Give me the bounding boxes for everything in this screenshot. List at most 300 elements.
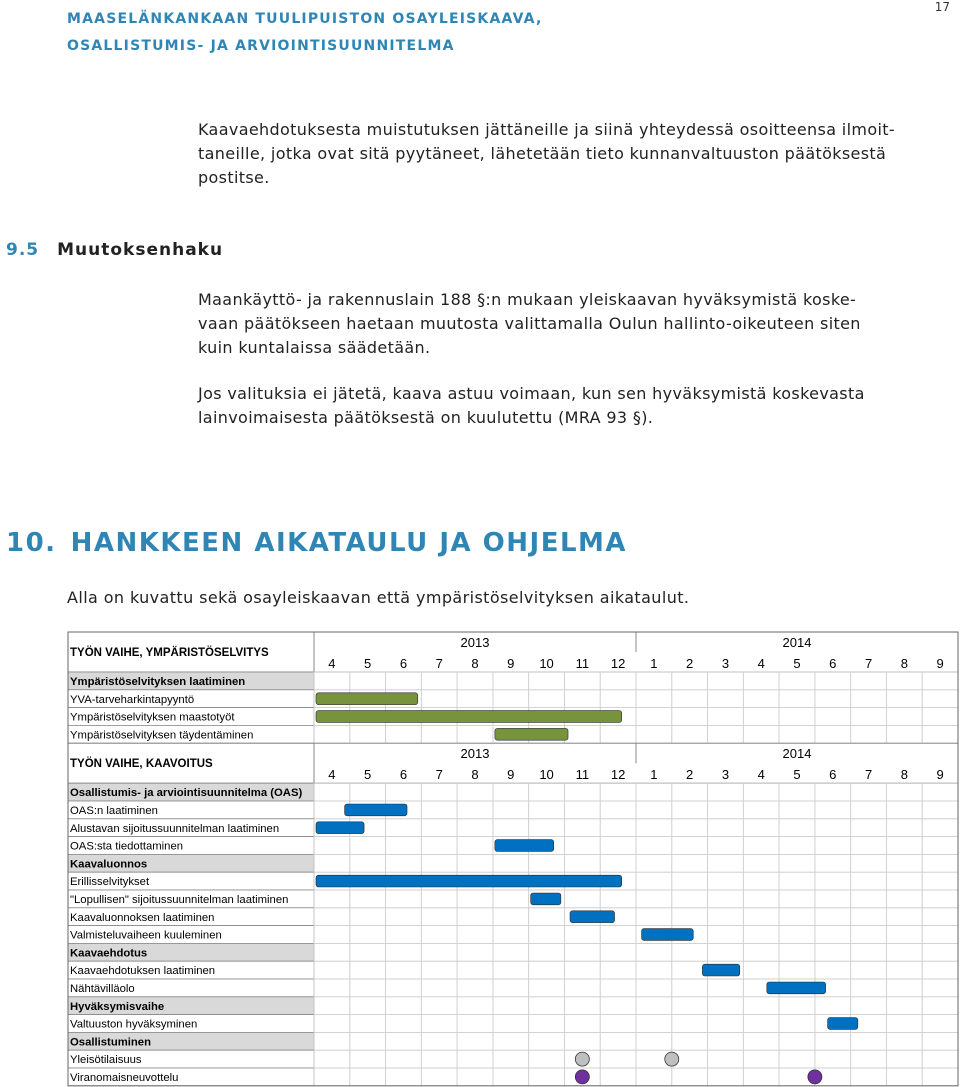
grid-cell (743, 1032, 779, 1050)
grid-cell (386, 837, 422, 855)
grid-cell (886, 1032, 922, 1050)
grid-cell (421, 943, 457, 961)
grid-cell (564, 1015, 600, 1033)
grid-cell (457, 725, 493, 743)
grid-cell (815, 997, 851, 1015)
schedule-bar (345, 804, 407, 816)
row-label: Yleisötilaisuus (70, 1054, 142, 1067)
grid-cell (600, 801, 636, 819)
grid-cell (779, 690, 815, 708)
row-label: YVA-tarveharkintapyyntö (70, 693, 195, 706)
grid-cell (851, 979, 887, 997)
schedule-bar (316, 875, 622, 887)
grid-cell (743, 943, 779, 961)
grid-cell (529, 979, 565, 997)
schedule-intro: Alla on kuvattu sekä osayleiskaavan että ympäristöselvityksen aikataulut. (67, 588, 690, 607)
grid-cell (922, 708, 958, 726)
row-label: "Lopullisen" sijoitussuunnitelman laatiminen (70, 894, 289, 906)
grid-cell (457, 908, 493, 926)
grid-cell (600, 783, 636, 801)
grid-cell (815, 725, 851, 743)
text-line: Jos valituksia ei jätetä, kaava astuu voimaan, kun sen hyväksymistä koskevasta (198, 384, 865, 403)
grid-cell (600, 672, 636, 690)
grid-cell (815, 708, 851, 726)
grid-cell (457, 943, 493, 961)
grid-cell (386, 1015, 422, 1033)
grid-cell (851, 725, 887, 743)
grid-cell (851, 1050, 887, 1068)
grid-cell (922, 872, 958, 890)
grid-cell (886, 926, 922, 944)
month-label: 6 (399, 656, 408, 671)
grid-cell (636, 872, 672, 890)
row-header-label: Hyväksymisvaihe (70, 1000, 165, 1013)
grid-cell (636, 783, 672, 801)
month-label: 4 (328, 767, 336, 783)
grid-cell (314, 943, 350, 961)
grid-cell (600, 979, 636, 997)
grid-cell (493, 801, 529, 819)
grid-cell (564, 997, 600, 1015)
month-label: 8 (900, 767, 908, 783)
grid-cell (779, 854, 815, 872)
grid-cell (851, 801, 887, 819)
grid-cell (493, 854, 529, 872)
grid-cell (886, 1050, 922, 1068)
row-label: Valtuuston hyväksyminen (70, 1018, 198, 1031)
grid-cell (779, 725, 815, 743)
grid-cell (493, 961, 529, 979)
grid-cell (386, 1050, 422, 1068)
grid-cell (708, 872, 744, 890)
month-label: 9 (936, 767, 944, 783)
schedule-bar (828, 1018, 858, 1030)
section-header-label: TYÖN VAIHE, KAAVOITUS (70, 758, 213, 771)
grid-cell (314, 997, 350, 1015)
year-label: 2014 (782, 746, 812, 762)
page-number: 17 (934, 0, 950, 14)
month-label: 2 (686, 767, 694, 783)
grid-cell (600, 854, 636, 872)
grid-cell (564, 854, 600, 872)
grid-cell (421, 1032, 457, 1050)
grid-cell (529, 690, 565, 708)
grid-cell (779, 672, 815, 690)
grid-cell (922, 725, 958, 743)
grid-cell (564, 725, 600, 743)
grid-cell (672, 725, 708, 743)
grid-cell (922, 672, 958, 690)
schedule-bar (316, 822, 364, 834)
text-line: kuin kuntalaissa säädetään. (198, 338, 431, 357)
milestone-marker (575, 1052, 589, 1066)
month-label: 3 (721, 767, 730, 783)
grid-cell (743, 908, 779, 926)
schedule-bar (495, 840, 554, 852)
grid-cell (922, 979, 958, 997)
month-label: 9 (936, 656, 944, 671)
grid-cell (421, 690, 457, 708)
grid-cell (421, 837, 457, 855)
grid-cell (529, 1015, 565, 1033)
grid-cell (314, 1015, 350, 1033)
grid-cell (922, 908, 958, 926)
row-label: Alustavan sijoitussuunnitelman laatiminen (70, 822, 280, 835)
grid-cell (672, 672, 708, 690)
row-header-label: Osallistumis- ja arviointisuunnitelma (OAS) (70, 787, 303, 800)
grid-cell (708, 819, 744, 837)
grid-cell (564, 672, 600, 690)
section-header-label: TYÖN VAIHE, YMPÄRISTÖSELVITYS (70, 647, 269, 659)
grid-cell (600, 725, 636, 743)
schedule-bar (316, 693, 418, 705)
grid-cell (779, 926, 815, 944)
grid-cell (457, 783, 493, 801)
text-line: taneille, jotka ovat sitä pyytäneet, lähetetään tieto kunnanvaltuuston päätöksestä (198, 144, 887, 163)
grid-cell (779, 872, 815, 890)
grid-cell (886, 854, 922, 872)
month-label: 8 (471, 656, 479, 671)
grid-cell (493, 783, 529, 801)
grid-cell (672, 908, 708, 926)
grid-cell (851, 997, 887, 1015)
text-line: Maankäyttö- ja rakennuslain 188 §:n mukaan yleiskaavan hyväksymistä koske- (198, 290, 857, 309)
section-number: 9.5 (6, 240, 40, 260)
grid-cell (922, 837, 958, 855)
grid-cell (708, 890, 744, 908)
grid-cell (851, 872, 887, 890)
grid-cell (886, 979, 922, 997)
grid-cell (636, 1068, 672, 1086)
grid-cell (922, 1015, 958, 1033)
grid-cell (851, 1032, 887, 1050)
month-label: 10 (539, 767, 554, 783)
row-label: Viranomaisneuvottelu (70, 1072, 179, 1084)
grid-cell (922, 890, 958, 908)
grid-cell (457, 837, 493, 855)
row-label: OAS:sta tiedottaminen (70, 840, 184, 853)
schedule-bar (570, 911, 615, 923)
grid-cell (314, 837, 350, 855)
grid-cell (851, 890, 887, 908)
grid-cell (350, 997, 386, 1015)
grid-cell (529, 908, 565, 926)
grid-cell (779, 1050, 815, 1068)
grid-cell (815, 872, 851, 890)
grid-cell (672, 943, 708, 961)
month-label: 12 (610, 656, 626, 671)
grid-cell (529, 854, 565, 872)
grid-cell (421, 1015, 457, 1033)
grid-cell (314, 672, 350, 690)
grid-cell (815, 690, 851, 708)
grid-cell (350, 672, 386, 690)
schedule-bar (642, 929, 694, 941)
grid-cell (564, 801, 600, 819)
grid-cell (636, 819, 672, 837)
grid-cell (708, 979, 744, 997)
grid-cell (708, 801, 744, 819)
grid-cell (672, 819, 708, 837)
grid-cell (493, 997, 529, 1015)
grid-cell (600, 819, 636, 837)
grid-cell (672, 854, 708, 872)
grid-cell (743, 961, 779, 979)
grid-cell (815, 783, 851, 801)
grid-cell (815, 961, 851, 979)
grid-cell (851, 690, 887, 708)
grid-cell (600, 1050, 636, 1068)
grid-cell (922, 1032, 958, 1050)
grid-cell (457, 1032, 493, 1050)
grid-cell (708, 783, 744, 801)
grid-cell (493, 1015, 529, 1033)
grid-cell (529, 801, 565, 819)
year-label: 2013 (460, 635, 490, 650)
grid-cell (529, 1050, 565, 1068)
grid-cell (386, 926, 422, 944)
grid-cell (421, 997, 457, 1015)
grid-cell (922, 854, 958, 872)
grid-cell (564, 819, 600, 837)
grid-cell (636, 908, 672, 926)
grid-cell (743, 1068, 779, 1086)
grid-cell (386, 997, 422, 1015)
grid-cell (386, 979, 422, 997)
grid-cell (636, 725, 672, 743)
grid-cell (350, 943, 386, 961)
grid-cell (386, 819, 422, 837)
grid-cell (493, 979, 529, 997)
month-label: 7 (435, 767, 443, 783)
row-label: Kaavaehdotuksen laatiminen (70, 965, 216, 978)
grid-cell (779, 943, 815, 961)
grid-cell (564, 837, 600, 855)
grid-cell (708, 725, 744, 743)
grid-cell (314, 908, 350, 926)
schedule-bar (495, 728, 568, 740)
grid-cell (672, 997, 708, 1015)
grid-cell (672, 890, 708, 908)
grid-cell (743, 725, 779, 743)
grid-cell (386, 943, 422, 961)
grid-cell (672, 1015, 708, 1033)
grid-cell (743, 997, 779, 1015)
month-label: 5 (793, 767, 801, 783)
grid-cell (815, 908, 851, 926)
schedule-bar (702, 964, 739, 976)
grid-cell (708, 690, 744, 708)
grid-cell (493, 890, 529, 908)
month-label: 4 (757, 656, 765, 671)
grid-cell (564, 961, 600, 979)
grid-cell (851, 943, 887, 961)
grid-cell (708, 908, 744, 926)
grid-cell (350, 979, 386, 997)
grid-cell (386, 854, 422, 872)
grid-cell (421, 926, 457, 944)
grid-cell (636, 837, 672, 855)
grid-cell (636, 801, 672, 819)
grid-cell (886, 690, 922, 708)
row-label: Erillisselvitykset (70, 876, 150, 889)
grid-cell (314, 725, 350, 743)
grid-cell (421, 908, 457, 926)
grid-cell (350, 854, 386, 872)
grid-cell (493, 1050, 529, 1068)
grid-cell (493, 672, 529, 690)
grid-cell (815, 943, 851, 961)
month-label: 1 (650, 767, 658, 783)
month-label: 9 (507, 656, 515, 671)
row-label: Nähtävilläolo (70, 983, 135, 995)
month-label: 3 (721, 656, 730, 671)
grid-cell (851, 908, 887, 926)
grid-cell (743, 926, 779, 944)
grid-cell (314, 1032, 350, 1050)
month-label: 12 (610, 767, 626, 783)
row-label: OAS:n laatiminen (70, 805, 158, 817)
grid-cell (815, 926, 851, 944)
section-title: Muutoksenhaku (57, 240, 224, 260)
grid-cell (779, 908, 815, 926)
grid-cell (851, 1068, 887, 1086)
grid-cell (386, 961, 422, 979)
grid-cell (708, 1032, 744, 1050)
grid-cell (493, 1068, 529, 1086)
grid-cell (493, 819, 529, 837)
grid-cell (708, 926, 744, 944)
month-label: 9 (507, 767, 515, 783)
row-label: Ympäristöselvityksen täydentäminen (70, 729, 254, 742)
grid-cell (672, 979, 708, 997)
grid-cell (314, 926, 350, 944)
grid-cell (350, 837, 386, 855)
grid-cell (815, 890, 851, 908)
grid-cell (421, 890, 457, 908)
grid-cell (636, 943, 672, 961)
text-line: vaan päätökseen haetaan muutosta valittamalla Oulun hallinto-oikeuteen siten (198, 314, 861, 333)
grid-cell (922, 690, 958, 708)
grid-cell (350, 725, 386, 743)
grid-cell (421, 783, 457, 801)
grid-cell (314, 890, 350, 908)
grid-cell (851, 819, 887, 837)
grid-cell (493, 908, 529, 926)
grid-cell (779, 801, 815, 819)
grid-cell (600, 943, 636, 961)
grid-cell (421, 1068, 457, 1086)
grid-cell (779, 783, 815, 801)
grid-cell (886, 961, 922, 979)
grid-cell (457, 979, 493, 997)
grid-cell (743, 819, 779, 837)
grid-cell (421, 979, 457, 997)
text-line: lainvoimaisesta päätöksestä on kuulutettu (MRA 93 §). (198, 408, 654, 427)
grid-cell (636, 1032, 672, 1050)
row-label: Ympäristöselvityksen maastotyöt (70, 711, 235, 724)
milestone-marker (665, 1052, 679, 1066)
grid-cell (457, 1050, 493, 1068)
grid-cell (815, 819, 851, 837)
section-title: HANKKEEN AIKATAULU JA OHJELMA (70, 528, 628, 558)
grid-cell (886, 708, 922, 726)
month-label: 7 (864, 767, 873, 783)
grid-cell (421, 725, 457, 743)
grid-cell (922, 997, 958, 1015)
grid-cell (922, 943, 958, 961)
milestone-marker (808, 1070, 822, 1084)
grid-cell (636, 997, 672, 1015)
grid-cell (314, 961, 350, 979)
grid-cell (851, 708, 887, 726)
grid-cell (564, 890, 600, 908)
month-label: 10 (539, 656, 554, 671)
grid-cell (922, 783, 958, 801)
grid-cell (350, 926, 386, 944)
grid-cell (350, 783, 386, 801)
grid-cell (457, 801, 493, 819)
grid-cell (457, 690, 493, 708)
grid-cell (851, 783, 887, 801)
grid-cell (779, 961, 815, 979)
grid-cell (600, 837, 636, 855)
grid-cell (851, 926, 887, 944)
grid-cell (564, 979, 600, 997)
grid-cell (600, 997, 636, 1015)
grid-cell (743, 1050, 779, 1068)
grid-cell (636, 979, 672, 997)
grid-cell (457, 672, 493, 690)
grid-cell (457, 890, 493, 908)
grid-cell (815, 801, 851, 819)
document-header-subtitle: OSALLISTUMIS- JA ARVIOINTISUUNNITELMA (67, 38, 455, 54)
grid-cell (922, 819, 958, 837)
row-label: Valmisteluvaiheen kuuleminen (70, 929, 222, 942)
grid-cell (457, 1068, 493, 1086)
grid-cell (779, 997, 815, 1015)
grid-cell (851, 854, 887, 872)
grid-cell (564, 943, 600, 961)
grid-cell (350, 961, 386, 979)
grid-cell (636, 690, 672, 708)
grid-cell (421, 854, 457, 872)
grid-cell (350, 1050, 386, 1068)
grid-cell (350, 1015, 386, 1033)
month-label: 8 (900, 656, 908, 671)
month-label: 8 (471, 767, 479, 783)
grid-cell (421, 961, 457, 979)
grid-cell (314, 783, 350, 801)
milestone-marker (575, 1070, 589, 1084)
grid-cell (708, 997, 744, 1015)
grid-cell (421, 1050, 457, 1068)
grid-cell (672, 872, 708, 890)
grid-cell (457, 819, 493, 837)
month-label: 7 (435, 656, 443, 671)
grid-cell (743, 672, 779, 690)
month-label: 6 (399, 767, 408, 783)
grid-cell (600, 1032, 636, 1050)
grid-cell (672, 783, 708, 801)
grid-cell (600, 1068, 636, 1086)
grid-cell (636, 961, 672, 979)
grid-cell (815, 1032, 851, 1050)
grid-cell (708, 708, 744, 726)
grid-cell (886, 872, 922, 890)
grid-cell (743, 890, 779, 908)
grid-cell (886, 725, 922, 743)
